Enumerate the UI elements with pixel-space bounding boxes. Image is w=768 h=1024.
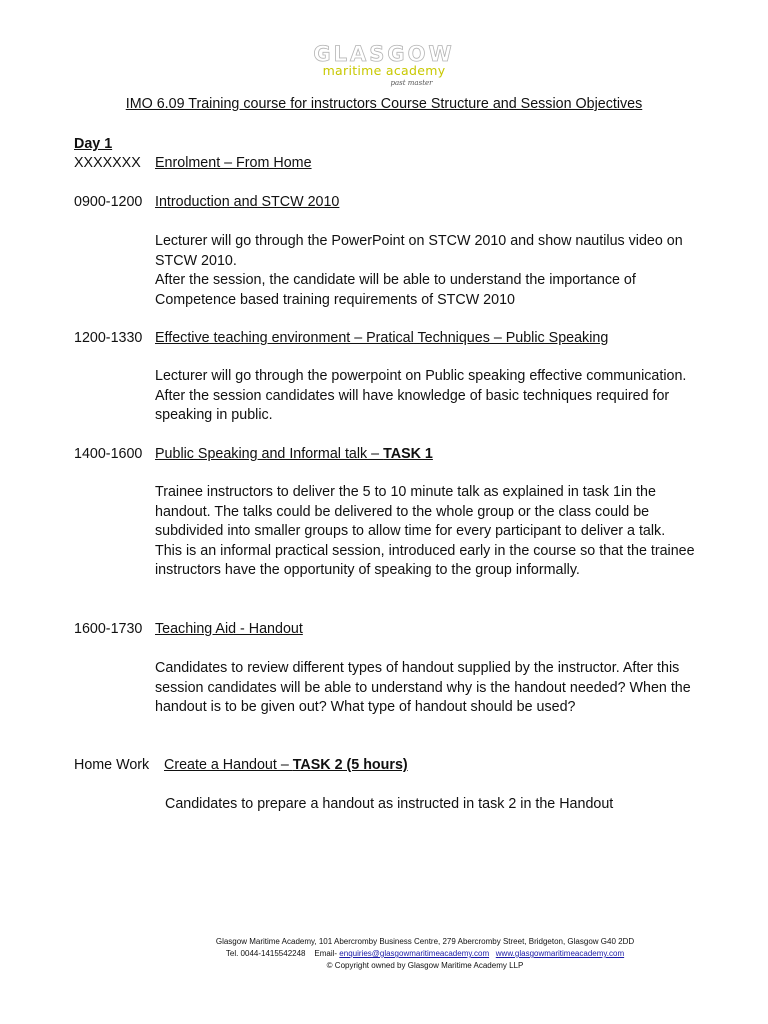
footer-website-link[interactable]: www.glasgowmaritimeacademy.com	[495, 949, 625, 958]
session-row	[74, 154, 312, 174]
session-time: 1400-1600	[74, 446, 143, 462]
session-topic: Public Speaking and Informal talk – TASK 1	[155, 446, 433, 462]
footer-tel: Tel. 0044-1415542248	[225, 949, 306, 958]
session-description: Lecturer will go through the PowerPoint on STCW 2010 and show nautilus video on STCW 2010. After the session, the candidate will be able to understand the importance of Competence based training requirements of STCW 2010	[155, 233, 683, 308]
footer-address: Glasgow Maritime Academy, 101 Abercromby Business Centre, 279 Abercromby Street, Bridgeton, Glasgow G40 2DD	[215, 937, 635, 946]
session-row	[74, 620, 303, 640]
session-topic: Introduction and STCW 2010	[155, 194, 340, 210]
session-topic: Create a Handout – TASK 2 (5 hours)	[164, 757, 408, 773]
session-description: Candidates to review different types of handout supplied by the instructor. After this session candidates will be able to understand why is the handout needed? When the handout is to be given out? What type of handout should be used?	[155, 660, 691, 715]
session-description: Lecturer will go through the powerpoint on Public speaking effective communication. After the session candidates will have knowledge of basic techniques required for speaking in public.	[155, 368, 687, 423]
page-footer	[0, 936, 768, 972]
session-topic: Enrolment – From Home	[155, 155, 312, 171]
footer-contact	[0, 948, 768, 960]
session-row	[74, 329, 609, 349]
logo-subtitle: maritime academy	[322, 63, 446, 78]
page-title: IMO 6.09 Training course for instructors Course Structure and Session Objectives	[125, 96, 643, 112]
session-row	[74, 756, 408, 776]
session-description: Candidates to prepare a handout as instructed in task 2 in the Handout	[165, 796, 614, 812]
task-label: TASK 1	[383, 446, 433, 462]
session-time: 0900-1200	[74, 194, 143, 210]
footer-copyright: © Copyright owned by Glasgow Maritime Academy LLP	[326, 961, 524, 970]
session-time: Home Work	[74, 757, 150, 773]
footer-email-link[interactable]: enquiries@glasgowmaritimeacademy.com	[339, 949, 490, 958]
footer-email-label: Email-	[314, 949, 338, 958]
session-time: XXXXXXX	[74, 155, 141, 171]
session-topic: Effective teaching environment – Pratical Techniques – Public Speaking	[155, 330, 609, 346]
day-heading: Day 1	[74, 136, 113, 152]
logo-tagline: past master	[390, 79, 433, 87]
session-time: 1600-1730	[74, 621, 143, 637]
session-description: Trainee instructors to deliver the 5 to 10 minute talk as explained in task 1in the handout. The talks could be delivered to the whole group or the class could be subdivided into smaller groups to allow time for every participant to deliver a talk. This is an informal practical session, introduced early in the course so that the trainee instructors have the opportunity of speaking to the group informally.	[155, 484, 695, 578]
session-topic: Teaching Aid - Handout	[155, 621, 303, 637]
session-row	[74, 193, 340, 213]
logo-wordmark: GLASGOW	[313, 42, 455, 66]
session-row	[74, 445, 433, 465]
academy-logo	[0, 44, 768, 89]
task-label: TASK 2 (5 hours)	[292, 757, 408, 773]
session-time: 1200-1330	[74, 330, 143, 346]
